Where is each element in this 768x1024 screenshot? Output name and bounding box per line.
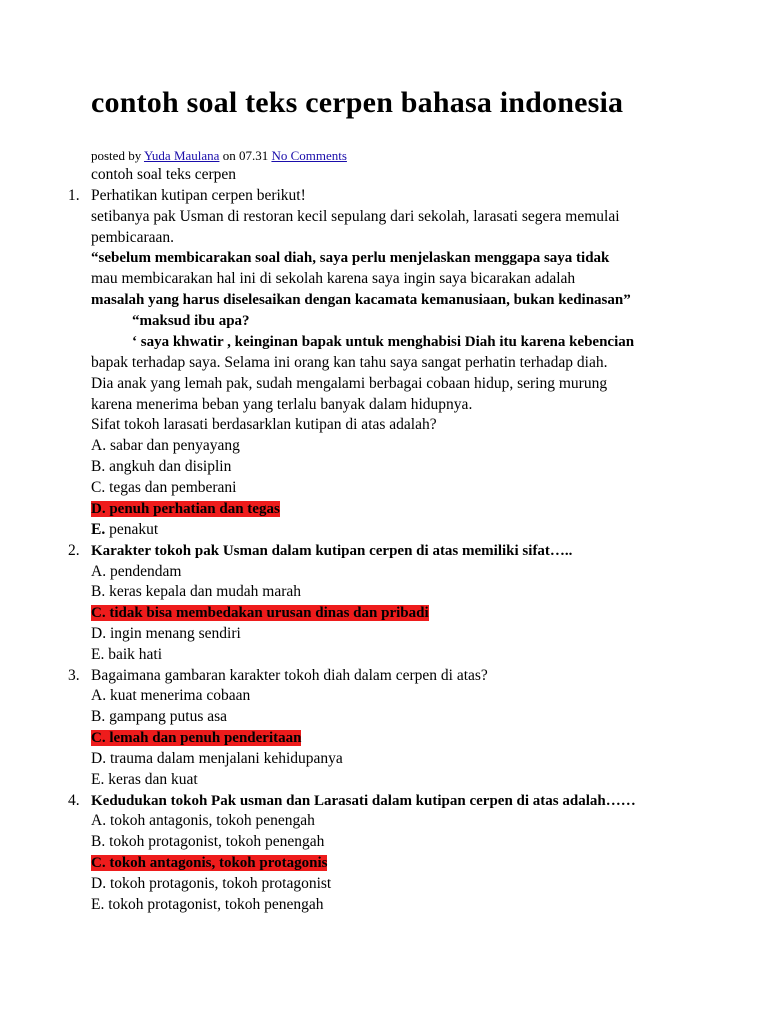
passage-line: pembicaraan. [91,229,175,246]
option-d: D. tokoh protagonis, tokoh protagonist [91,875,332,892]
option-b: B. gampang putus asa [91,708,228,725]
option-e-text: penakut [105,521,159,538]
passage-line: Dia anak yang lemah pak, sudah mengalami berbagai cobaan hidup, sering murung [91,375,608,392]
subtitle: contoh soal teks cerpen [91,166,237,183]
passage-line: ‘ saya khwatir , keinginan bapak untuk menghabisi Diah itu karena kebencian [132,334,635,350]
option-a: A. kuat menerima cobaan [91,687,251,704]
option-d-answer [91,499,280,519]
option-a: A. pendendam [91,563,182,580]
comments-link[interactable]: No Comments [271,148,347,163]
option-a: A. sabar dan penyayang [91,437,240,454]
question-2-number: 2. [68,542,80,559]
question-2-text: Karakter tokoh pak Usman dalam kutipan cerpen di atas memiliki sifat….. [91,543,573,559]
answer-highlight: C. tokoh antagonis, tokoh protagonis [91,855,328,871]
option-e: E. tokoh protagonist, tokoh penengah [91,896,324,913]
passage-line: setibanya pak Usman di restoran kecil sepulang dari sekolah, larasati segera memulai [91,208,620,225]
question-1-text: Perhatikan kutipan cerpen berikut! [91,187,306,204]
author-link[interactable]: Yuda Maulana [143,148,220,163]
option-b: B. keras kepala dan mudah marah [91,583,302,600]
question-1-number: 1. [68,187,80,204]
option-e-letter: E. [91,521,106,538]
passage-line: “sebelum membicarakan soal diah, saya perlu menjelaskan menggapa saya tidak [91,250,610,266]
answer-highlight: C. lemah dan penuh penderitaan [91,730,302,746]
option-b: B. tokoh protagonist, tokoh penengah [91,833,325,850]
page-title: contoh soal teks cerpen bahasa indonesia [91,86,624,119]
passage-line: bapak terhadap saya. Selama ini orang kan tahu saya sangat perhatin terhadap diah. [91,354,608,371]
question-3-number: 3. [68,667,80,684]
option-c-answer [91,728,301,748]
question-4-number: 4. [68,792,80,809]
option-d: D. trauma dalam menjalani kehidupanya [91,750,343,767]
question-4-text: Kedudukan tokoh Pak usman dan Larasati dalam kutipan cerpen di atas adalah…… [91,793,636,809]
passage-line: masalah yang harus diselesaikan dengan kacamata kemanusiaan, bukan kedinasan” [91,292,631,308]
post-meta [91,146,347,166]
answer-highlight: C. tidak bisa membedakan urusan dinas dan pribadi [91,605,429,621]
option-b: B. angkuh dan disiplin [91,458,232,475]
passage-line: “maksud ibu apa? [132,313,250,329]
option-d: D. ingin menang sendiri [91,625,241,642]
question-3-text: Bagaimana gambaran karakter tokoh diah dalam cerpen di atas? [91,667,488,684]
option-e: E. baik hati [91,646,163,663]
option-a: A. tokoh antagonis, tokoh penengah [91,812,315,829]
passage-line: karena menerima beban yang terlalu banyak dalam hidupnya. [91,396,473,413]
passage-line: mau membicarakan hal ini di sekolah karena saya ingin saya bicarakan adalah [91,270,576,287]
option-e: E. keras dan kuat [91,771,198,788]
option-c-answer [91,603,429,623]
post-time: on 07.31 [222,148,269,163]
posted-by-label: posted by [91,148,142,163]
question-1-prompt: Sifat tokoh larasati berdasarklan kutipan di atas adalah? [91,416,437,433]
option-c: C. tegas dan pemberani [91,479,237,496]
option-e [91,520,158,540]
answer-highlight: D. penuh perhatian dan tegas [91,501,280,517]
option-c-answer [91,853,327,873]
